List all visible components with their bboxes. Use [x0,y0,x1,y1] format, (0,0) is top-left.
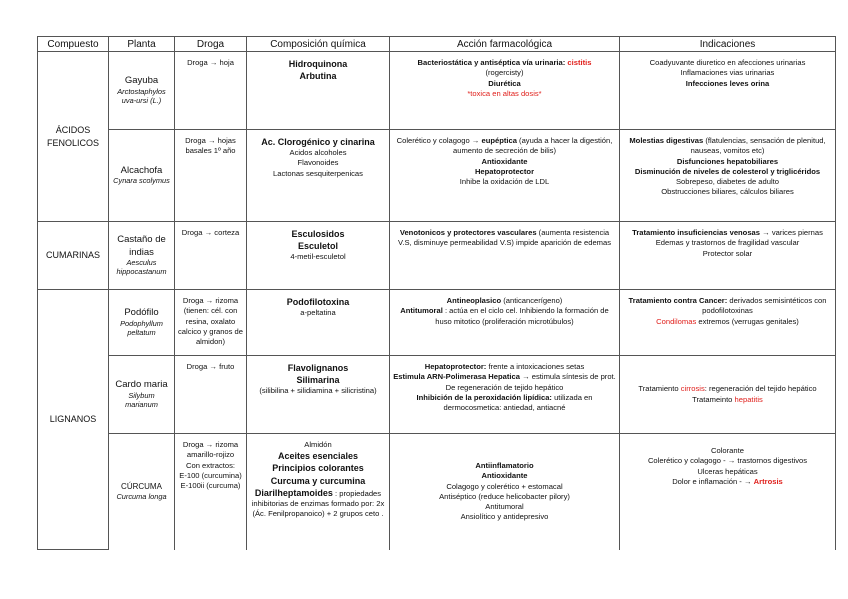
action-text: Estimula ARN-Polimerasa Hepatica [393,372,520,382]
ind-line: Coadyuvante diuretico en afecciones urinarias [649,58,806,67]
ind-line: Colorante [711,446,744,455]
row-curcuma [38,434,836,550]
plant-latin: Curcuma longa [116,491,167,501]
drug-cell: Droga → hoja [175,52,247,130]
comp-line: Arbutina [299,71,337,82]
drug-cell: Droga → corteza [175,222,247,290]
plant-cell [109,290,175,356]
action-text: Colagogo y colerético + estomacal [446,481,563,491]
ind-line: Infecciones leves orina [685,78,770,88]
plant-name: Cardo maria [115,379,168,391]
header-row [38,37,836,52]
ind-line: Edemas y trastornos de fragilidad vascular [655,238,800,248]
comp-line: Lactonas sesquiterpenicas [273,168,363,178]
group-cumarinas: CUMARINAS [38,222,109,290]
plant-name: Podófilo [124,307,159,319]
action-highlight: cistitis [567,58,592,67]
indication-cell [620,130,836,222]
comp-line: Hidroquinona [288,59,348,69]
ind-line: → varices piernas [760,228,823,237]
indication-cell [620,356,836,434]
action-warning: *toxica en altas dosis* [467,88,542,98]
drug-cell: Droga → rizoma (tienen: cél. con resina, oxalato calcico y granos de almidon) [175,290,247,356]
header-accion: Acción farmacológica [390,37,620,52]
plant-cell [109,434,175,550]
row-cardo [38,356,836,434]
row-gayuba [38,52,836,130]
action-text: Hepatoprotector [474,166,535,176]
ind-line: Inflamaciones vias urinarias [680,68,775,78]
action-text: : actúa en el ciclo cel. Inhibiendo la formación de huso mitotico (proliferación microtúbulos) [435,306,609,326]
action-text: eupéptica [481,136,517,145]
ind-line: Tratameinto [692,394,735,404]
ind-line: Disminución de niveles de colesterol y triglicéridos [634,166,821,176]
ind-line: Dolor e inflamación - → [672,476,754,486]
action-text: Colerético y colagogo → [396,136,482,145]
comp-line: Aceites esenciales [277,451,359,462]
action-text: Antitumoral [400,306,443,316]
ind-highlight: cirrosis [680,384,705,394]
action-text: Inhibe la oxidación de LDL [459,177,550,186]
action-cell [390,356,620,434]
action-cell [390,290,620,356]
ind-highlight: hepatitis [734,394,763,404]
plant-name: Alcachofa [120,164,163,176]
header-planta: Planta [109,37,175,52]
ind-highlight: Condilomas [656,316,697,326]
ind-line: Protector solar [702,248,753,258]
ind-line: Obstrucciones biliares, cálculos biliares [661,187,794,197]
action-cell [390,52,620,130]
indication-cell [620,52,836,130]
drug-line: Droga → rizoma amarillo-rojizo [182,440,239,460]
ind-line: extremos (verrugas genitales) [696,316,799,326]
plant-latin: Cynara scolymus [113,176,170,186]
comp-line: Flavonoides [297,158,339,168]
action-text: Bacteriostática y antiséptica vía urinaria: [417,58,568,67]
comp-line: Ac. Clorogénico y cinarina [261,137,375,147]
composition-cell [247,290,390,356]
plant-latin: Arctostaphylos uva-ursi (L.) [117,86,166,105]
comp-line: Esculetol [297,241,338,252]
comp-line: Diarilheptamoides [254,487,333,498]
action-text: → estimula síntesis de prot. De regeneración de tejido hepático [445,372,616,392]
action-text: Antiséptico (reduce helicobacter pilory) [439,491,570,501]
action-text: Antioxidante [481,471,528,481]
composition-cell [247,52,390,130]
composition-cell [247,434,390,550]
action-text: Venotonicos y protectores vasculares [399,228,537,237]
plant-cell [109,356,175,434]
plant-name: Castaño de indias [117,234,166,258]
plant-latin: Silybum marianum [125,390,158,409]
comp-line: a-peltatina [300,308,336,318]
indication-cell [620,434,836,550]
plant-latin: Podophyllum peltatum [120,318,163,337]
plant-name: Gayuba [124,75,159,87]
action-text: Antiinflamatorio [475,461,534,470]
comp-line: Principios colorantes [272,463,364,474]
action-text: Inhibición de la peroxidación lipídica: [416,392,552,402]
pharmacology-table [37,36,836,550]
comp-line: 4-metil-esculetol [290,252,346,262]
composition-cell [247,356,390,434]
action-text: Antioxidante [481,156,528,166]
drug-cell: Droga → fruto [175,356,247,434]
comp-line: Almidón [304,440,332,449]
row-alcachofa [38,130,836,222]
comp-line: (silibilina + silidiamina + silicristina) [259,386,377,396]
header-indicaciones: Indicaciones [620,37,836,52]
ind-line: (flatulencias, sensación de plenitud, nauseas, vomitos etc) [690,136,826,156]
indication-cell [620,222,836,290]
action-cell [390,222,620,290]
ind-line: Tratamiento insuficiencias venosas [632,228,760,237]
action-text: Hepatoprotector: [424,362,487,371]
drug-cell: Droga → hojas basales 1º año [175,130,247,222]
ind-line: derivados semisintéticos con podofilotoxinas [702,296,827,316]
drug-line: Con extractos: [186,460,235,470]
comp-line: Acidos alcoholes [289,148,347,158]
group-lignanos: LIGNANOS [38,290,109,550]
comp-line: : propiedades inhibitorias de enzimas formado por: 2x (Ác. Fenilpropanoico) + 2 grupos ceto . [251,488,385,519]
ind-line: Colerético y colagogo - → trastornos digestivos [647,456,808,466]
comp-line: Silimarina [296,375,340,386]
row-castano [38,222,836,290]
action-cell [390,130,620,222]
comp-line: Esculosidos [291,229,345,239]
action-text: (rogercisty) [485,68,524,78]
action-text: Antitumoral [485,502,524,511]
action-text: (ayuda a hacer la digestión, aumento de secreción de bilis) [453,136,613,156]
ind-line: Ulceras hepáticas [697,466,758,476]
action-text: utilizada en dermocosmetica: antiedad, antiacné [443,392,593,412]
comp-line: Podofilotoxina [286,297,350,307]
ind-line: Sobrepeso, diabetes de adulto [675,177,780,186]
action-cell [390,434,620,550]
ind-line: Disfunciones hepatobiliares [676,156,779,166]
plant-cell [109,130,175,222]
action-text: (aumenta resistencia V.S, disminuye permeabilidad V.S) impide aparición de edemas [397,228,612,248]
drug-line: E-100 (curcumina) [179,470,242,480]
indication-cell [620,290,836,356]
group-acidos-fenolicos: ÁCIDOS FENOLICOS [38,52,109,222]
plant-name: CÚRCUMA [121,481,162,491]
plant-cell [109,222,175,290]
composition-cell [247,222,390,290]
action-text: Ansiolítico y antidepresivo [460,512,549,522]
ind-highlight: Artrosis [753,476,783,486]
action-text: frente a intoxicaciones setas [486,362,585,371]
header-compuesto: Compuesto [38,37,109,52]
action-text: Diurética [488,78,521,88]
ind-line: Tratamiento [638,384,681,394]
ind-line: Molestias digestivas [629,136,704,145]
row-podofilo [38,290,836,356]
action-text: (anticancerígeno) [501,296,563,305]
drug-line: E-100ii (curcuma) [180,481,241,490]
composition-cell [247,130,390,222]
ind-line: : regeneración del tejido hepático [704,384,817,394]
drug-cell [175,434,247,550]
comp-line: Curcuma y curcumina [270,475,366,486]
ind-line: Tratamiento contra Cancer: [628,296,728,305]
plant-latin: Aesculus hippocastanum [116,257,167,276]
action-text: Antineoplasico [446,296,502,305]
comp-line: Flavolignanos [287,363,349,373]
header-composicion: Composición química [247,37,390,52]
plant-cell [109,52,175,130]
header-droga: Droga [175,37,247,52]
